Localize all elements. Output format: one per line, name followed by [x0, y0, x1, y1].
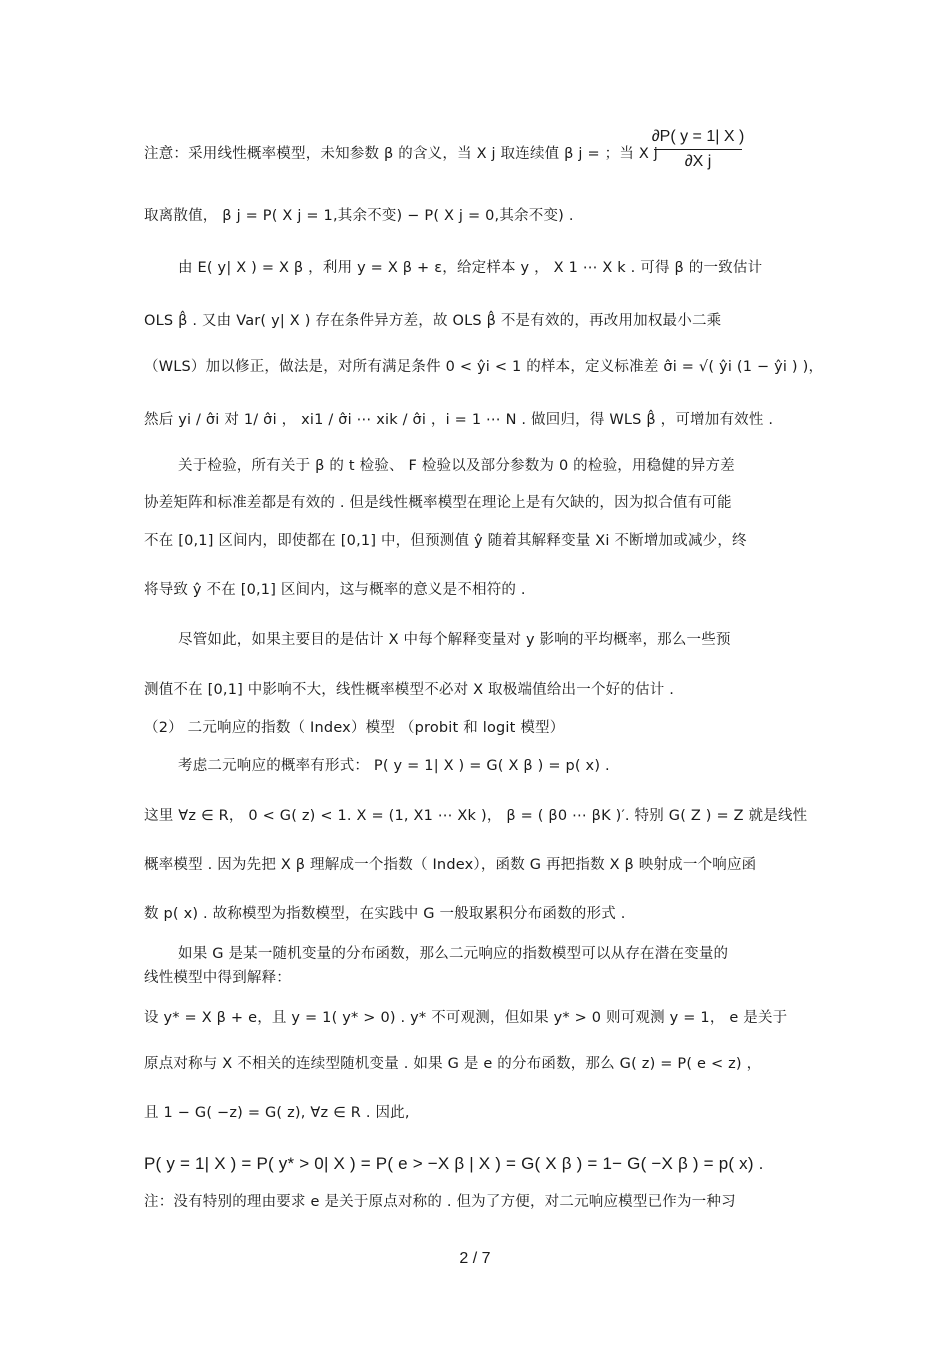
text-line-5: （WLS）加以修正，做法是，对所有满足条件 0 < ŷi < 1 的样本，定义标准差 σ̂i = √( ŷi (1 − ŷi ) )，	[144, 359, 824, 375]
text-line-2: 取离散值， β j = P( X j = 1,其余不变) − P( X j = 0,其余不变) .	[144, 208, 574, 224]
text-line-18: 如果 G 是某一随机变量的分布函数，那么二元响应的指数模型可以从存在潜在变量的	[178, 946, 729, 962]
text-line-24: 注：没有特别的理由要求 e 是关于原点对称的 . 但为了方便，对二元响应模型已作为一种习	[144, 1194, 736, 1210]
text-line-19: 线性模型中得到解释：	[144, 970, 291, 986]
text-line-8: 协差矩阵和标准差都是有效的 . 但是线性概率模型在理论上是有欠缺的，因为拟合值有可能	[144, 495, 732, 511]
text-line-6: 然后 yi / σ̂i 对 1/ σ̂i ， xi1 / σ̂i ⋯ xik / σ̂i ，i = 1 ⋯ N . 做回归，得 WLS β̂ ，可增加有效性 .	[144, 412, 774, 428]
fraction-numerator: ∂P( y = 1| X )	[651, 128, 745, 145]
text-line-10: 将导致 ŷ 不在 [0,1] 区间内，这与概率的意义是不相符的 .	[144, 582, 526, 598]
text-line-12: 测值不在 [0,1] 中影响不大，线性概率模型不必对 X 取极端值给出一个好的估计 .	[144, 682, 675, 698]
text-line-20: 设 y* = X β + e，且 y = 1( y* > 0) . y* 不可观测，但如果 y* > 0 则可观测 y = 1， e 是关于	[144, 1010, 788, 1026]
text-line-17: 数 p( x) . 故称模型为指数模型，在实践中 G 一般取累积分布函数的形式 .	[144, 906, 626, 922]
text-line-9: 不在 [0,1] 区间内，即使都在 [0,1] 中，但预测值 ŷ 随着其解释变量 Xi 不断增加或减少，终	[144, 533, 747, 549]
fraction-bar	[654, 149, 742, 150]
text-line-11: 尽管如此，如果主要目的是估计 X 中每个解释变量对 y 影响的平均概率，那么一些预	[178, 632, 731, 648]
page-number: 2 / 7	[459, 1250, 491, 1267]
text-line-16: 概率模型 . 因为先把 X β 理解成一个指数（ Index），函数 G 再把指数 X β 映射成一个响应函	[144, 857, 757, 873]
section-heading-2: （2） 二元响应的指数（ Index）模型 （probit 和 logit 模型）	[144, 720, 565, 736]
equation-line-23: P( y = 1| X ) = P( y* > 0| X ) = P( e > −X β | X ) = G( X β ) = 1− G( −X β ) = p( x) .	[144, 1154, 764, 1173]
partial-derivative-fraction	[650, 126, 746, 173]
text-line-21: 原点对称与 X 不相关的连续型随机变量 . 如果 G 是 e 的分布函数，那么 G( z) = P( e < z) ，	[144, 1056, 762, 1072]
text-line-7: 关于检验，所有关于 β 的 t 检验、 F 检验以及部分参数为 0 的检验，用稳健的异方差	[178, 458, 735, 474]
text-line-22: 且 1 − G( −z) = G( z), ∀z ∈ R . 因此,	[144, 1105, 410, 1121]
fraction-denominator: ∂X j	[684, 153, 712, 170]
text-line-14: 考虑二元响应的概率有形式： P( y = 1| X ) = G( X β ) = p( x) .	[178, 758, 610, 774]
text-line-1: 注意：采用线性概率模型，未知参数 β 的含义，当 X j 取连续值 β j = ；当 X j	[144, 146, 659, 162]
text-line-15: 这里 ∀z ∈ R， 0 < G( z) < 1. X = (1, X1 ⋯ Xk )， β = ( β0 ⋯ βK )′. 特别 G( Z ) = Z 就是线性	[144, 808, 808, 824]
text-line-3: 由 E( y| X ) = X β ，利用 y = X β + ε，给定样本 y ， X 1 ⋯ X k . 可得 β 的一致估计	[178, 260, 763, 276]
text-line-4: OLS β̂ . 又由 Var( y| X ) 存在条件异方差，故 OLS β̂ 不是有效的，再改用加权最小二乘	[144, 313, 722, 329]
